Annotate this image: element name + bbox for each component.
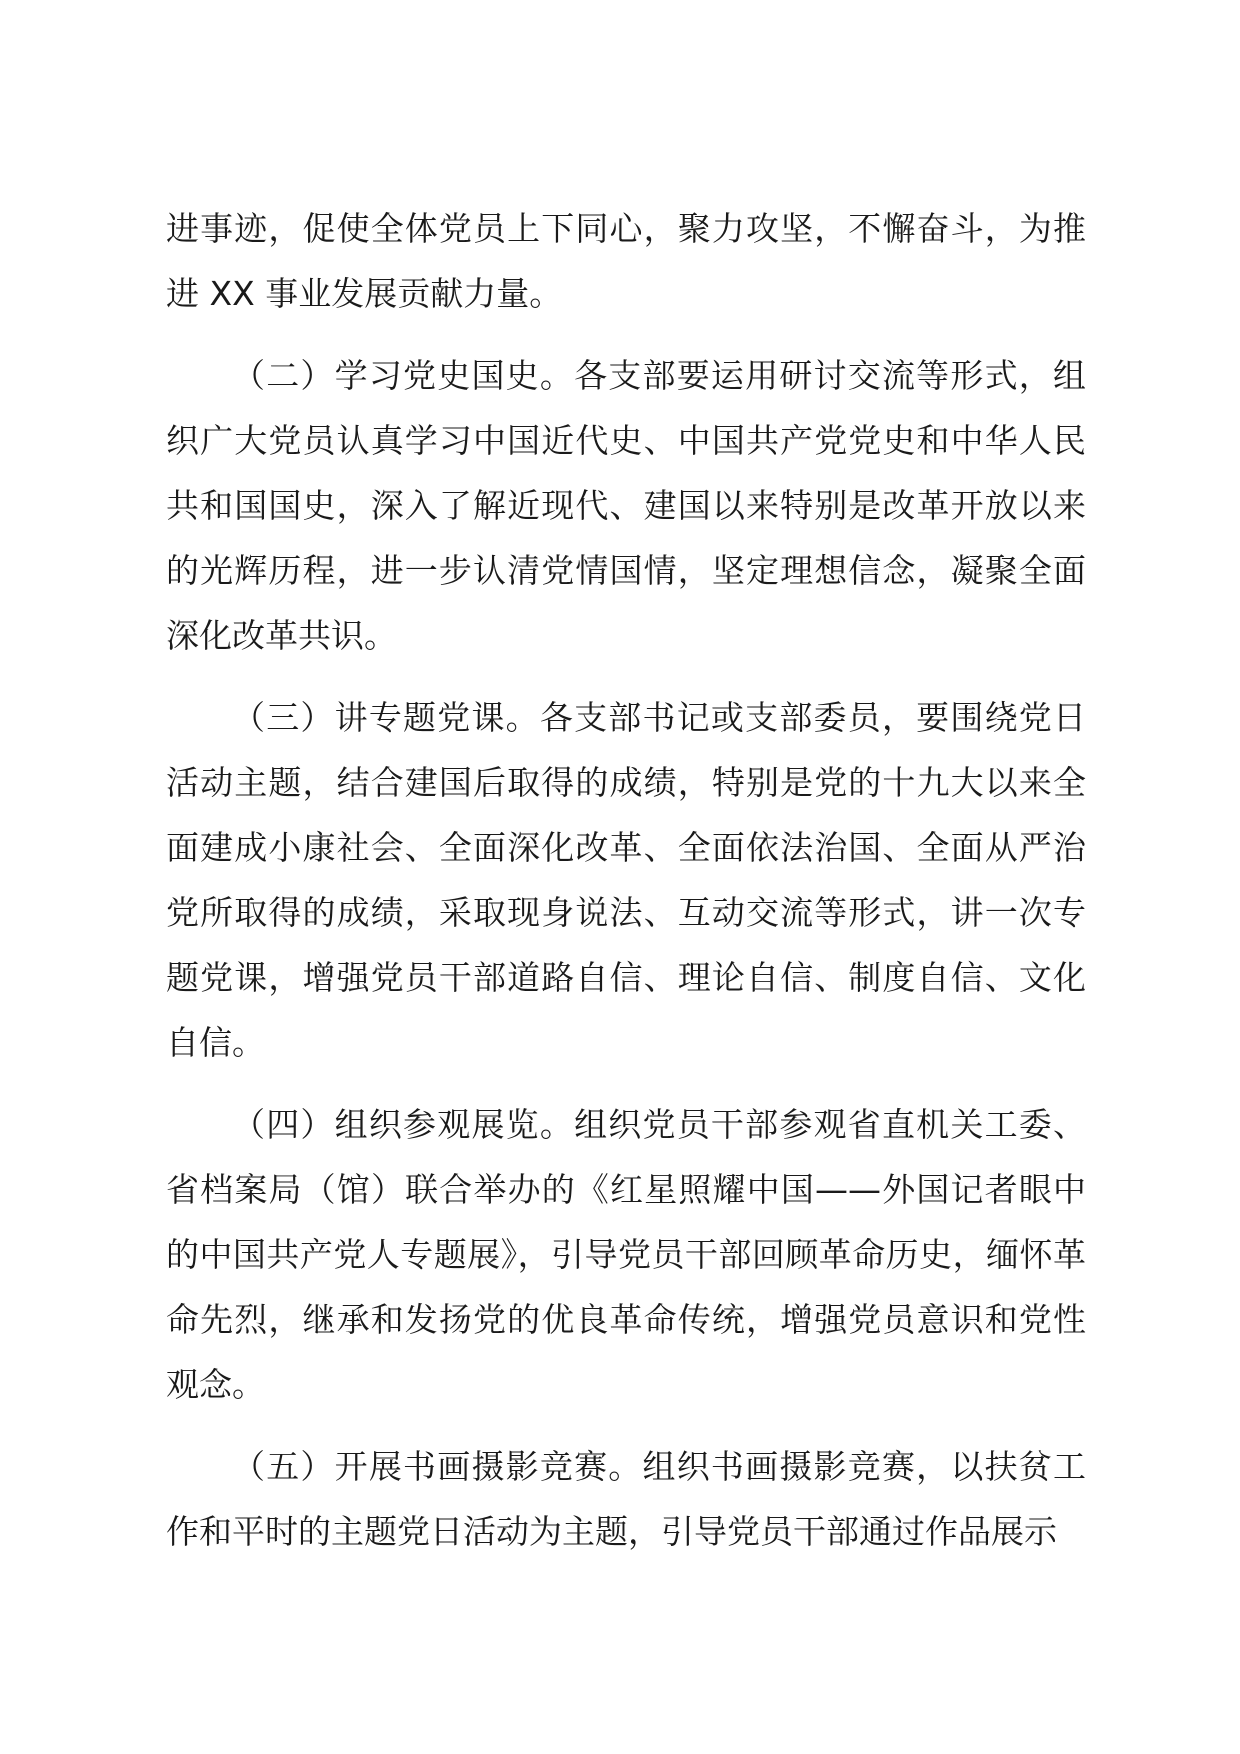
paragraph-study-party-history: （二）学习党史国史。各支部要运用研讨交流等形式，组织广大党员认真学习中国近代史、中国共产党党史和中华人民共和国国史，深入了解近现代、建国以来特别是改革开放以来的光辉历程，进一步认清党情国情，坚定理想信念，凝聚全面深化改革共识。	[166, 356, 1086, 655]
paragraph-continuation: 进事迹，促使全体党员上下同心，聚力攻坚，不懈奋斗，为推进 XX 事业发展贡献力量。	[166, 209, 1086, 313]
document-body	[166, 196, 1086, 1581]
paragraph-party-lecture: （三）讲专题党课。各支部书记或支部委员，要围绕党日活动主题，结合建国后取得的成绩，特别是党的十九大以来全面建成小康社会、全面深化改革、全面依法治国、全面从严治党所取得的成绩，采取现身说法、互动交流等形式，讲一次专题党课，增强党员干部道路自信、理论自信、制度自信、文化自信。	[166, 698, 1086, 1062]
paragraph-visit-exhibition: （四）组织参观展览。组织党员干部参观省直机关工委、省档案局（馆）联合举办的《红星照耀中国——外国记者眼中的中国共产党人专题展》，引导党员干部回顾革命历史，缅怀革命先烈，继承和发扬党的优良革命传统，增强党员意识和党性观念。	[166, 1105, 1086, 1404]
paragraph-calligraphy-photo-contest: （五）开展书画摄影竞赛。组织书画摄影竞赛，以扶贫工作和平时的主题党日活动为主题，引导党员干部通过作品展示	[166, 1447, 1086, 1551]
